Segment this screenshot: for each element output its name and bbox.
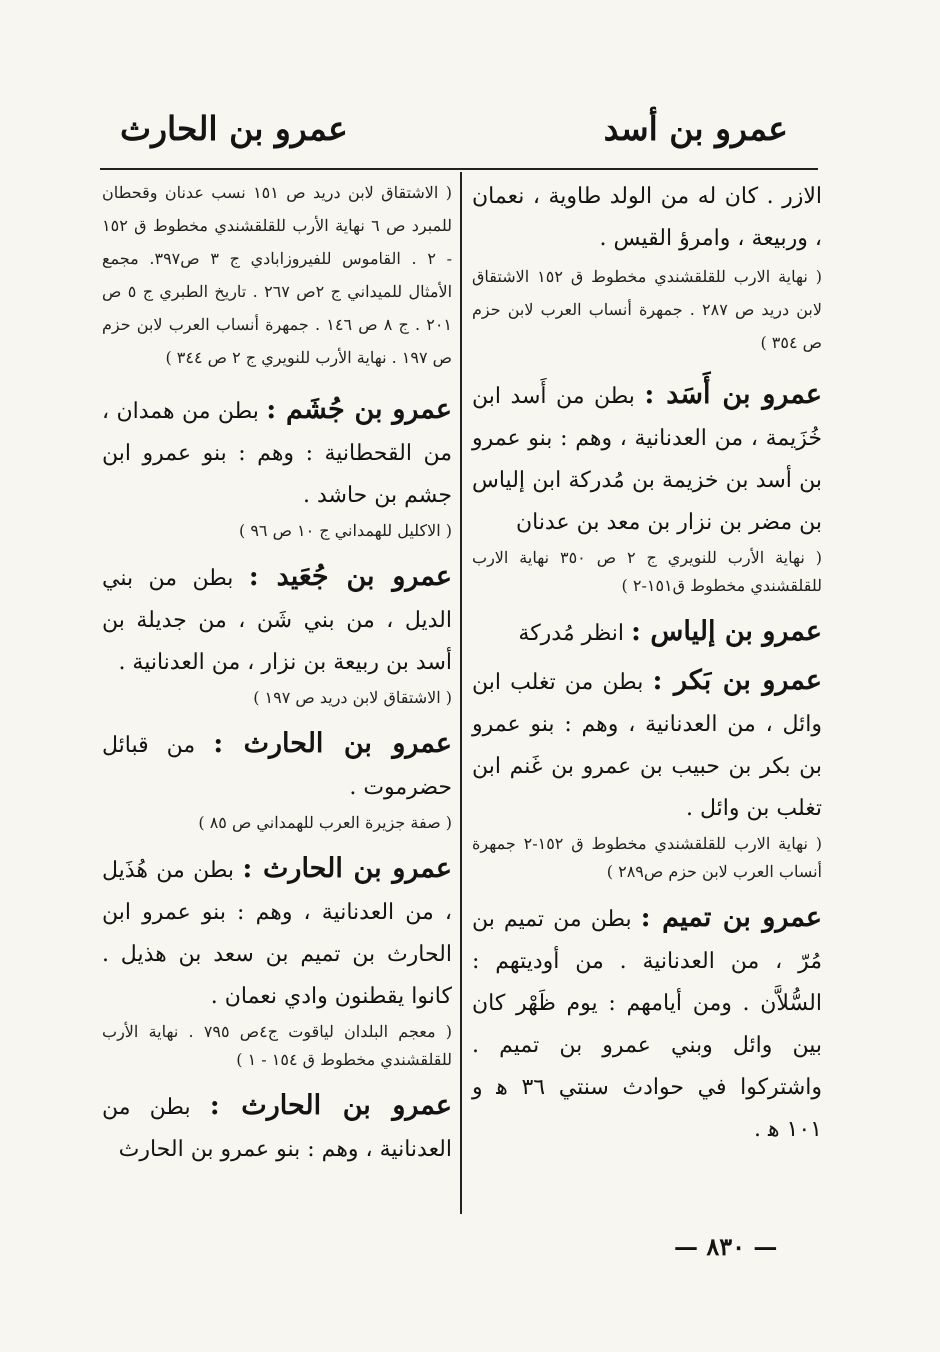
running-header-left: عمرو بن الحارث bbox=[120, 109, 348, 148]
entry-text: بطن من همدان ، من القحطانية : وهم : بنو عمرو ابن جشم بن حاشد . bbox=[102, 399, 452, 508]
entry-heading: عمرو بن بَكر : bbox=[652, 665, 822, 696]
entry-heading: عمرو بن جُعَيد : bbox=[248, 561, 452, 592]
entry-reference: ( الاكليل للهمداني ج ١٠ ص ٩٦ ) bbox=[239, 521, 452, 540]
page-number: — ٨٣٠ — bbox=[674, 1232, 778, 1261]
entry-text: بطن من هُذَيل ، من العدنانية ، وهم : بنو عمرو ابن الحارث بن تميم بن سعد بن هذيل . كانوا يقطنون وادي نعمان . bbox=[102, 858, 452, 1009]
entry-heading: عمرو بن تميم : bbox=[640, 902, 822, 933]
entry-heading: عمرو بن إلياس : bbox=[631, 616, 822, 647]
entry-reference: ( الاشتقاق لابن دريد ص ١٩٧ ) bbox=[253, 688, 452, 707]
entry-text: بطن من بني الديل ، من بني شَن ، من جديلة بن أسد بن ربيعة بن نزار ، من العدنانية . bbox=[102, 566, 452, 675]
entry-text: الازر . كان له من الولد طاوية ، نعمان ، وربيعة ، وامرؤ القيس . bbox=[472, 184, 822, 251]
entry-text: بطن من العدنانية ، وهم : بنو عمرو بن الحارث bbox=[102, 1095, 452, 1162]
entry-text: من قبائل حضرموت . bbox=[102, 733, 452, 800]
entry-text: انظر مُدركة bbox=[518, 621, 625, 646]
entry-amr-bin-bakr bbox=[472, 659, 822, 886]
entry-amr-bin-jusham bbox=[102, 388, 452, 545]
entry-amr-bin-asad bbox=[472, 373, 822, 600]
entry-reference: ( نهاية الارب للقلقشندي مخطوط ق ١٥٢ الاشتقاق لابن دريد ص ٢٨٧ . جمهرة أنساب العرب لابن حزم ص ٣٥٤ ) bbox=[472, 267, 823, 352]
entry-heading: عمرو بن الحارث : bbox=[213, 728, 452, 759]
running-header-right: عمرو بن أسد bbox=[603, 109, 788, 148]
column-divider bbox=[460, 172, 462, 1214]
entry-text: بطن من تميم بن مُرّ ، من العدنانية . من أوديتهم : السُّلاَّن . ومن أيامهم : يوم ظَهْر كان بين وائل وبني عمرو بن تميم . واشتركوا في حوادث سنتي ٣٦ ﻫ و ١٠١ ﻫ . bbox=[472, 907, 823, 1142]
entry-amr-bin-juayd bbox=[102, 555, 452, 712]
entry-amr-bin-alharith-1 bbox=[102, 722, 452, 837]
entry-reference: ( نهاية الأرب للنويري ج ٢ ص ٣٥٠ نهاية الارب للقلقشندي مخطوط ق١٥١-٢ ) bbox=[472, 548, 823, 595]
left-column bbox=[102, 176, 452, 1175]
entry-amr-bin-alharith-2 bbox=[102, 847, 452, 1074]
entry-reference: ( صفة جزيرة العرب للهمداني ص ٨٥ ) bbox=[198, 813, 452, 832]
entry-amr-bin-ilyas bbox=[472, 610, 822, 655]
right-column bbox=[472, 176, 822, 1155]
entry-amr-bin-alharith-3 bbox=[102, 1084, 452, 1171]
continued-reference: ( الاشتقاق لابن دريد ص ١٥١ نسب عدنان وقحطان للمبرد ص ٦ نهاية الأرب للقلقشندي مخطوط ق ١٥٢ - ٢ . القاموس للفيروزابادي ج ٣ ص٣٩٧. مجمع الأمثال للميداني ج ٢ص ٢٦٧ . تاريخ الطبري ج ٥ ص ٢٠١ . ج ٨ ص ١٤٦ . جمهرة أنساب العرب لابن حزم ص ١٩٧ . نهاية الأرب للنويري ج ٢ ص ٣٤٤ ) bbox=[102, 183, 453, 367]
header-rule bbox=[100, 168, 818, 170]
continued-entry bbox=[472, 176, 822, 359]
entry-reference: ( معجم البلدان لياقوت ج٤ص ٧٩٥ . نهاية الأرب للقلقشندي مخطوط ق ١٥٤ - ١ ) bbox=[102, 1022, 453, 1069]
entry-heading: عمرو بن جُشَم : bbox=[266, 394, 453, 425]
entry-text: بطن من تغلب ابن وائل ، من العدنانية ، وهم : بنو عمرو بن بكر بن حبيب بن عمرو بن غَنم ابن تغلب بن وائل . bbox=[472, 670, 822, 821]
entry-heading: عمرو بن الحارث : bbox=[242, 853, 452, 884]
entry-text: بطن من أَسد ابن خُزَيمة ، من العدنانية ، وهم : بنو عمرو بن أسد بن خزيمة بن مُدركة ابن إلياس بن مضر بن نزار بن معد بن عدنان bbox=[472, 384, 822, 535]
entry-heading: عمرو بن أَسَد : bbox=[644, 379, 822, 410]
entry-reference: ( نهاية الارب للقلقشندي مخطوط ق ١٥٢-٢ جمهرة أنساب العرب لابن حزم ص٢٨٩ ) bbox=[472, 834, 823, 881]
entry-heading: عمرو بن الحارث : bbox=[209, 1090, 452, 1121]
entry-amr-bin-tamim bbox=[472, 896, 822, 1151]
